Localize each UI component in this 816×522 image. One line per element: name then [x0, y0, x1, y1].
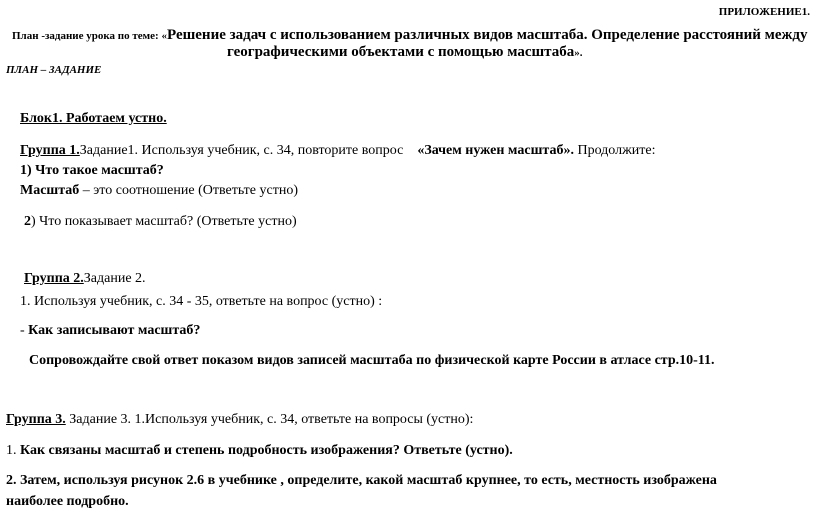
group2-item1: 1. Используя учебник, с. 34 - 35, ответьте на вопрос (устно) :: [20, 294, 383, 309]
group3-q2-line2: наиболее подробно.: [6, 494, 129, 509]
group3-q1-num: 1.: [6, 443, 20, 458]
group1-quote-close: ».: [563, 143, 574, 158]
group3-q1-text: Как связаны масштаб и степень подробность изображения? Ответьте (устно).: [20, 443, 513, 458]
group2-dash: -: [20, 323, 29, 338]
group3-task-text: Задание 3. 1.: [65, 412, 146, 427]
group2-question: Как записывают масштаб?: [28, 323, 201, 338]
plan-topic-line1: Решение задач с использованием различных видов масштаба. Определение расстояний между: [166, 27, 808, 43]
group1-task-line: [20, 143, 655, 159]
plan-heading-line2: [227, 44, 582, 61]
group3-q1: [6, 443, 513, 459]
plan-suffix: ».: [574, 47, 583, 59]
group2-question-line: [20, 323, 200, 339]
group1-scale-def: – это соотношение (Ответьте устно): [79, 183, 298, 198]
block1-title: Блок1. Работаем устно.: [20, 111, 167, 126]
group1-continue: Продолжите:: [577, 143, 656, 158]
group2-label: Группа 2.: [24, 271, 84, 286]
group3-task-text2: Используя учебник, с. 34, ответьте на вопросы (устно):: [145, 412, 474, 427]
group1-q1: 1) Что такое масштаб?: [20, 163, 164, 178]
group2-task-line: [24, 271, 146, 287]
group2-instruction: Сопровождайте свой ответ показом видов записей масштаба по физической карте России в атласе стр.10-11.: [29, 353, 715, 368]
plan-topic-line2: географическими объектами с помощью масштаба: [227, 44, 575, 60]
group1-q2: [24, 214, 297, 230]
plan-subtitle: ПЛАН – ЗАДАНИЕ: [6, 64, 102, 76]
group3-task-line: [6, 412, 473, 428]
group3-q2-line1: 2. Затем, используя рисунок 2.6 в учебнике , определите, какой масштаб крупнее, то есть, местность изображена: [6, 473, 717, 488]
group1-q2-num: 2: [24, 214, 31, 229]
group2-task-text: Задание 2.: [83, 271, 146, 286]
group1-quote-open: «: [417, 143, 425, 158]
group1-q2-text: ) Что показывает масштаб? (Ответьте устно): [31, 214, 297, 229]
group1-quote-text: Зачем нужен масштаб: [424, 143, 564, 158]
group3-label: Группа 3.: [6, 412, 66, 427]
group1-scale-line: [20, 183, 298, 199]
group1-task-text: Задание1. Используя учебник, с. 34, повторите вопрос: [79, 143, 404, 158]
plan-heading-line1: [12, 27, 808, 44]
plan-prefix: План -задание урока по теме: «: [12, 30, 167, 42]
group1-scale-word: Масштаб: [20, 183, 80, 198]
group1-label: Группа 1.: [20, 143, 80, 158]
appendix-label: ПРИЛОЖЕНИЕ1.: [718, 6, 810, 18]
